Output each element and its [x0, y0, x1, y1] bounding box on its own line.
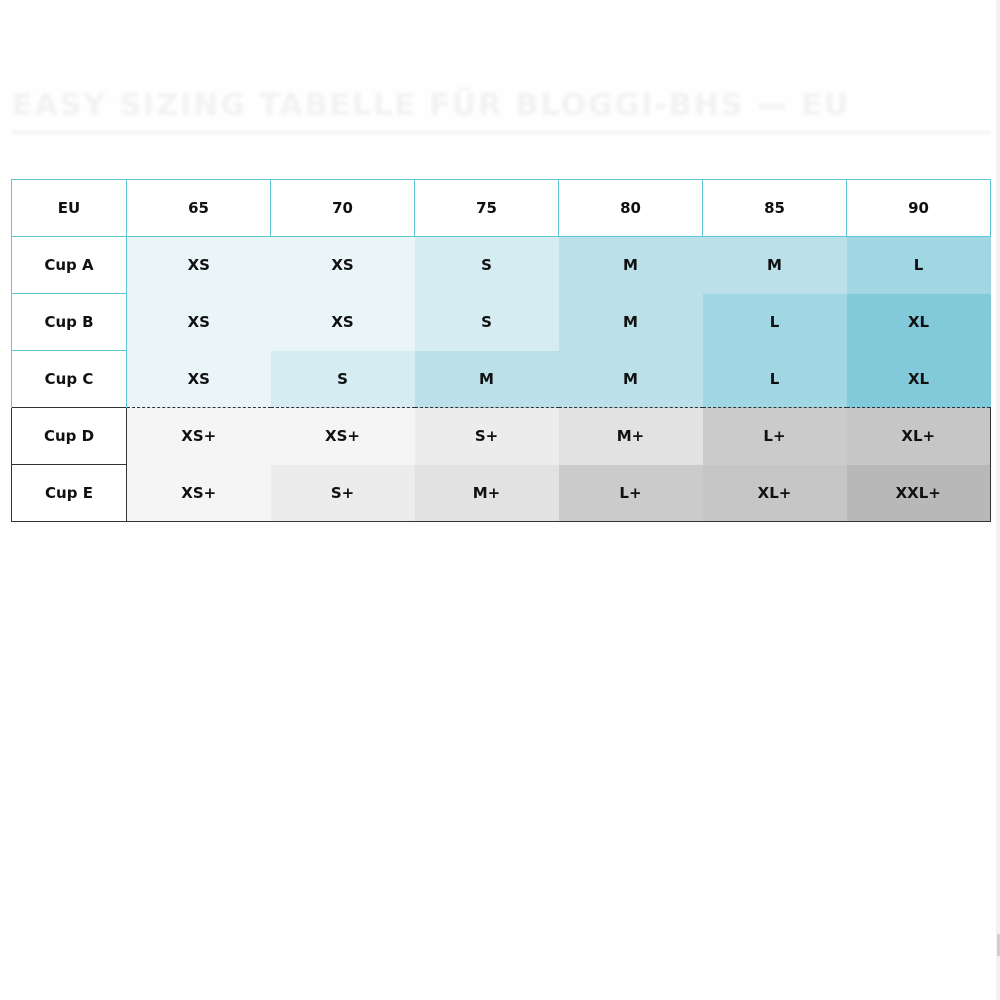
band-size-header: 90 — [847, 180, 991, 237]
size-cell: XS — [271, 294, 415, 351]
size-cell: L+ — [703, 408, 847, 465]
faded-title: EASY SIZING TABELLE FÜR BLOGGI-BHS — EU — [12, 88, 851, 123]
size-cell: S+ — [415, 408, 559, 465]
scrollbar-track[interactable] — [996, 0, 1000, 1000]
size-cell: XS+ — [271, 408, 415, 465]
band-size-header: 85 — [703, 180, 847, 237]
size-cell: M — [415, 351, 559, 408]
size-cell: S+ — [271, 465, 415, 522]
size-cell: M+ — [415, 465, 559, 522]
size-cell: XL — [847, 294, 991, 351]
size-cell: XS — [127, 351, 271, 408]
band-size-header: 70 — [271, 180, 415, 237]
size-cell: L+ — [559, 465, 703, 522]
size-cell: M — [559, 237, 703, 294]
size-cell: XL — [847, 351, 991, 408]
table-row — [12, 351, 991, 408]
size-cell: XL+ — [847, 408, 991, 465]
size-cell: XXL+ — [847, 465, 991, 522]
size-cell: XS — [271, 237, 415, 294]
cup-label: Cup B — [12, 294, 127, 351]
band-size-header: 75 — [415, 180, 559, 237]
table-header-row — [12, 180, 991, 237]
cup-label: Cup E — [12, 465, 127, 522]
size-cell: XS — [127, 237, 271, 294]
table-row — [12, 294, 991, 351]
size-cell: S — [415, 237, 559, 294]
corner-label: EU — [12, 180, 127, 237]
size-cell: M+ — [559, 408, 703, 465]
band-size-header: 80 — [559, 180, 703, 237]
size-cell: M — [703, 237, 847, 294]
size-cell: L — [703, 294, 847, 351]
cup-label: Cup A — [12, 237, 127, 294]
size-cell: M — [559, 294, 703, 351]
size-cell: S — [415, 294, 559, 351]
title-divider — [12, 131, 990, 134]
size-cell: XS — [127, 294, 271, 351]
size-cell: S — [271, 351, 415, 408]
size-cell: M — [559, 351, 703, 408]
cup-label: Cup C — [12, 351, 127, 408]
table-row — [12, 408, 991, 465]
band-size-header: 65 — [127, 180, 271, 237]
size-cell: L — [703, 351, 847, 408]
table-row — [12, 237, 991, 294]
table-row — [12, 465, 991, 522]
size-table — [11, 179, 991, 522]
size-cell: XL+ — [703, 465, 847, 522]
size-cell: XS+ — [127, 465, 271, 522]
size-cell: L — [847, 237, 991, 294]
cup-label: Cup D — [12, 408, 127, 465]
size-cell: XS+ — [127, 408, 271, 465]
